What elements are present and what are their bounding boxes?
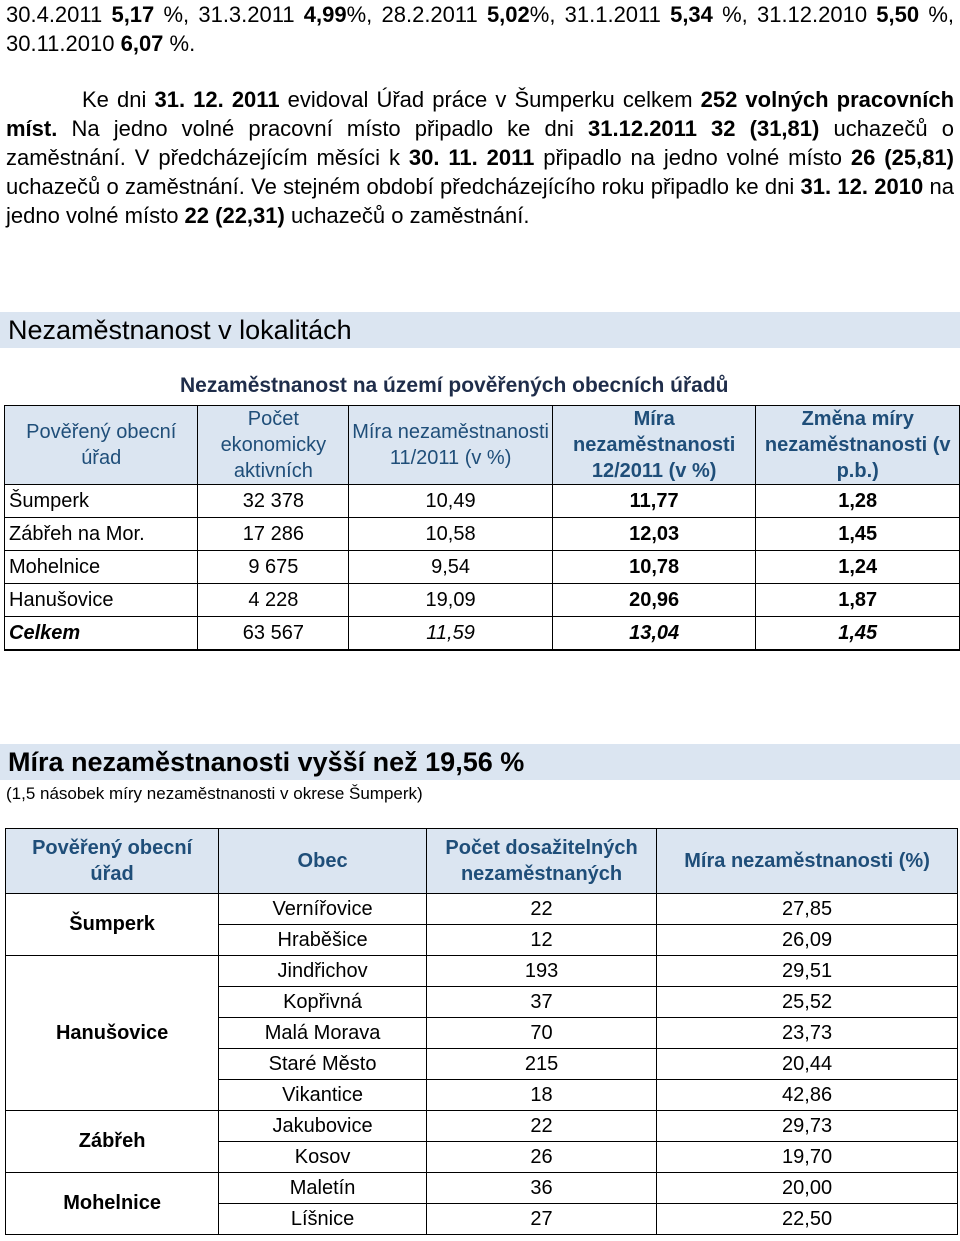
text-segment: %, 28.2.2011 [346,2,487,27]
table-cell: 215 [426,1049,656,1080]
table-header-row [6,829,958,894]
office-cell: Zábřeh [6,1111,219,1173]
table-cell: 1,45 [756,617,960,651]
text-segment: 31. 12. 2011 [154,87,280,112]
text-segment: 6,07 [120,31,164,56]
table-cell: 29,51 [657,956,958,987]
table-cell: 11,77 [552,485,756,518]
table-cell: Kosov [219,1142,427,1173]
text-segment: evidoval Úřad práce v Šumperku celkem [279,87,701,112]
table-cell: 13,04 [552,617,756,651]
table-cell: 20,44 [657,1049,958,1080]
table-row [5,485,960,518]
table-row [6,956,958,987]
table-cell: 20,96 [552,584,756,617]
table-cell: 10,49 [349,485,553,518]
table-cell: 22 [426,894,656,925]
table-cell: 26 [426,1142,656,1173]
table-cell: 20,00 [657,1173,958,1204]
text-segment: 22 (22,31) [184,203,285,228]
table-row [6,894,958,925]
table-cell: 12,03 [552,518,756,551]
table-cell: Vernířovice [219,894,427,925]
table-cell: 23,73 [657,1018,958,1049]
table-cell: 9 675 [198,551,349,584]
text-segment: 30. 11. 2011 [408,145,535,170]
table-cell: Celkem [5,617,198,651]
table-cell: 19,09 [349,584,553,617]
text-segment: %, 31.1.2011 [529,2,671,27]
col-rate-dec: Míra nezaměstnanosti 12/2011 (v %) [552,406,756,485]
text-segment: 26 (25,81) [850,145,954,170]
table-cell: 1,45 [756,518,960,551]
text-segment: %, 31.12.2010 [712,2,877,27]
vacancy-summary-paragraph [6,85,954,230]
table-cell: 36 [426,1173,656,1204]
text-segment: na jedno volné místo [6,174,954,228]
table-cell: 10,58 [349,518,553,551]
table-cell: 9,54 [349,551,553,584]
table-row [5,617,960,651]
table-row [5,551,960,584]
text-segment: %, 31.3.2011 [154,2,304,27]
table-cell: Hraběšice [219,925,427,956]
text-segment: uchazečů o zaměstnání. V předcházejícím měsíci k [6,116,954,170]
table-cell: Líšnice [219,1204,427,1235]
section-heading-high-rate: Míra nezaměstnanosti vyšší než 19,56 % [0,744,960,780]
table-row [5,518,960,551]
col-office: Pověřený obecní úřad [6,829,219,894]
table-cell: 4 228 [198,584,349,617]
rate-history-paragraph [6,0,954,58]
table-row [6,1173,958,1204]
table-cell: 32 378 [198,485,349,518]
col-municipality: Obec [219,829,427,894]
col-active: Počet ekonomicky aktivních [198,406,349,485]
table-cell: Maletín [219,1173,427,1204]
text-segment: připadlo na jedno volné místo [534,145,851,170]
section-heading-localities: Nezaměstnanost v lokalitách [0,312,960,348]
office-cell: Mohelnice [6,1173,219,1235]
col-rate: Míra nezaměstnanosti (%) [657,829,958,894]
table-cell: 27 [426,1204,656,1235]
table-cell: Mohelnice [5,551,198,584]
table-caption: Nezaměstnanost na území pověřených obecních úřadů [180,374,729,397]
table-cell: 17 286 [198,518,349,551]
table-cell: 12 [426,925,656,956]
table-cell: Hanušovice [5,584,198,617]
table-cell: Zábřeh na Mor. [5,518,198,551]
table-cell: 11,59 [349,617,553,651]
table-cell: 25,52 [657,987,958,1018]
col-change: Změna míry nezaměstnanosti (v p.b.) [756,406,960,485]
text-segment: 30.4.2011 [6,2,112,27]
table-cell: 27,85 [657,894,958,925]
text-segment: Na jedno volné pracovní místo připadlo ke dni [57,116,589,141]
table-cell: 19,70 [657,1142,958,1173]
table-cell: 10,78 [552,551,756,584]
text-segment: 31.12.2011 32 (31,81) [588,116,820,141]
table-row [6,1111,958,1142]
table-cell: 22,50 [657,1204,958,1235]
office-cell: Šumperk [6,894,219,956]
table-cell: 18 [426,1080,656,1111]
table-cell: 22 [426,1111,656,1142]
table-cell: 193 [426,956,656,987]
text-segment: Ke dni [82,87,155,112]
text-segment: 4,99 [303,2,347,27]
table-cell: 1,24 [756,551,960,584]
text-segment: %. [163,31,196,56]
table-row [5,584,960,617]
table-cell: Vikantice [219,1080,427,1111]
table-cell: Kopřivná [219,987,427,1018]
table-cell: 1,28 [756,485,960,518]
table-cell: Malá Morava [219,1018,427,1049]
table-cell: 26,09 [657,925,958,956]
text-segment: 5,17 [111,2,155,27]
table-cell: 63 567 [198,617,349,651]
col-count: Počet dosažitelných nezaměstnaných [426,829,656,894]
text-segment: uchazečů o zaměstnání. Ve stejném období předcházejícího roku připadlo ke dni [6,174,801,199]
col-rate-nov: Míra nezaměstnanosti 11/2011 (v %) [349,406,553,485]
text-segment: 252 volných pracovních míst. [6,87,955,141]
text-segment: %, 30.11.2010 [6,2,954,56]
text-segment: 31. 12. 2010 [800,174,924,199]
table-cell: Jindřichov [219,956,427,987]
table-cell: 1,87 [756,584,960,617]
section-subtitle: (1,5 násobek míry nezaměstnanosti v okrese Šumperk) [6,784,423,803]
table-cell: Šumperk [5,485,198,518]
unemployment-by-office-table [4,405,960,651]
table-cell: 37 [426,987,656,1018]
table-cell: Staré Město [219,1049,427,1080]
col-office: Pověřený obecní úřad [5,406,198,485]
table-cell: Jakubovice [219,1111,427,1142]
table-cell: 29,73 [657,1111,958,1142]
text-segment: uchazečů o zaměstnání. [284,203,530,228]
office-cell: Hanušovice [6,956,219,1111]
high-rate-municipalities-table [5,828,958,1235]
text-segment: 5,50 [876,2,920,27]
text-segment: 5,34 [670,2,713,27]
table-cell: 42,86 [657,1080,958,1111]
table-cell: 70 [426,1018,656,1049]
table-header-row [5,406,960,485]
text-segment: 5,02 [486,2,530,27]
